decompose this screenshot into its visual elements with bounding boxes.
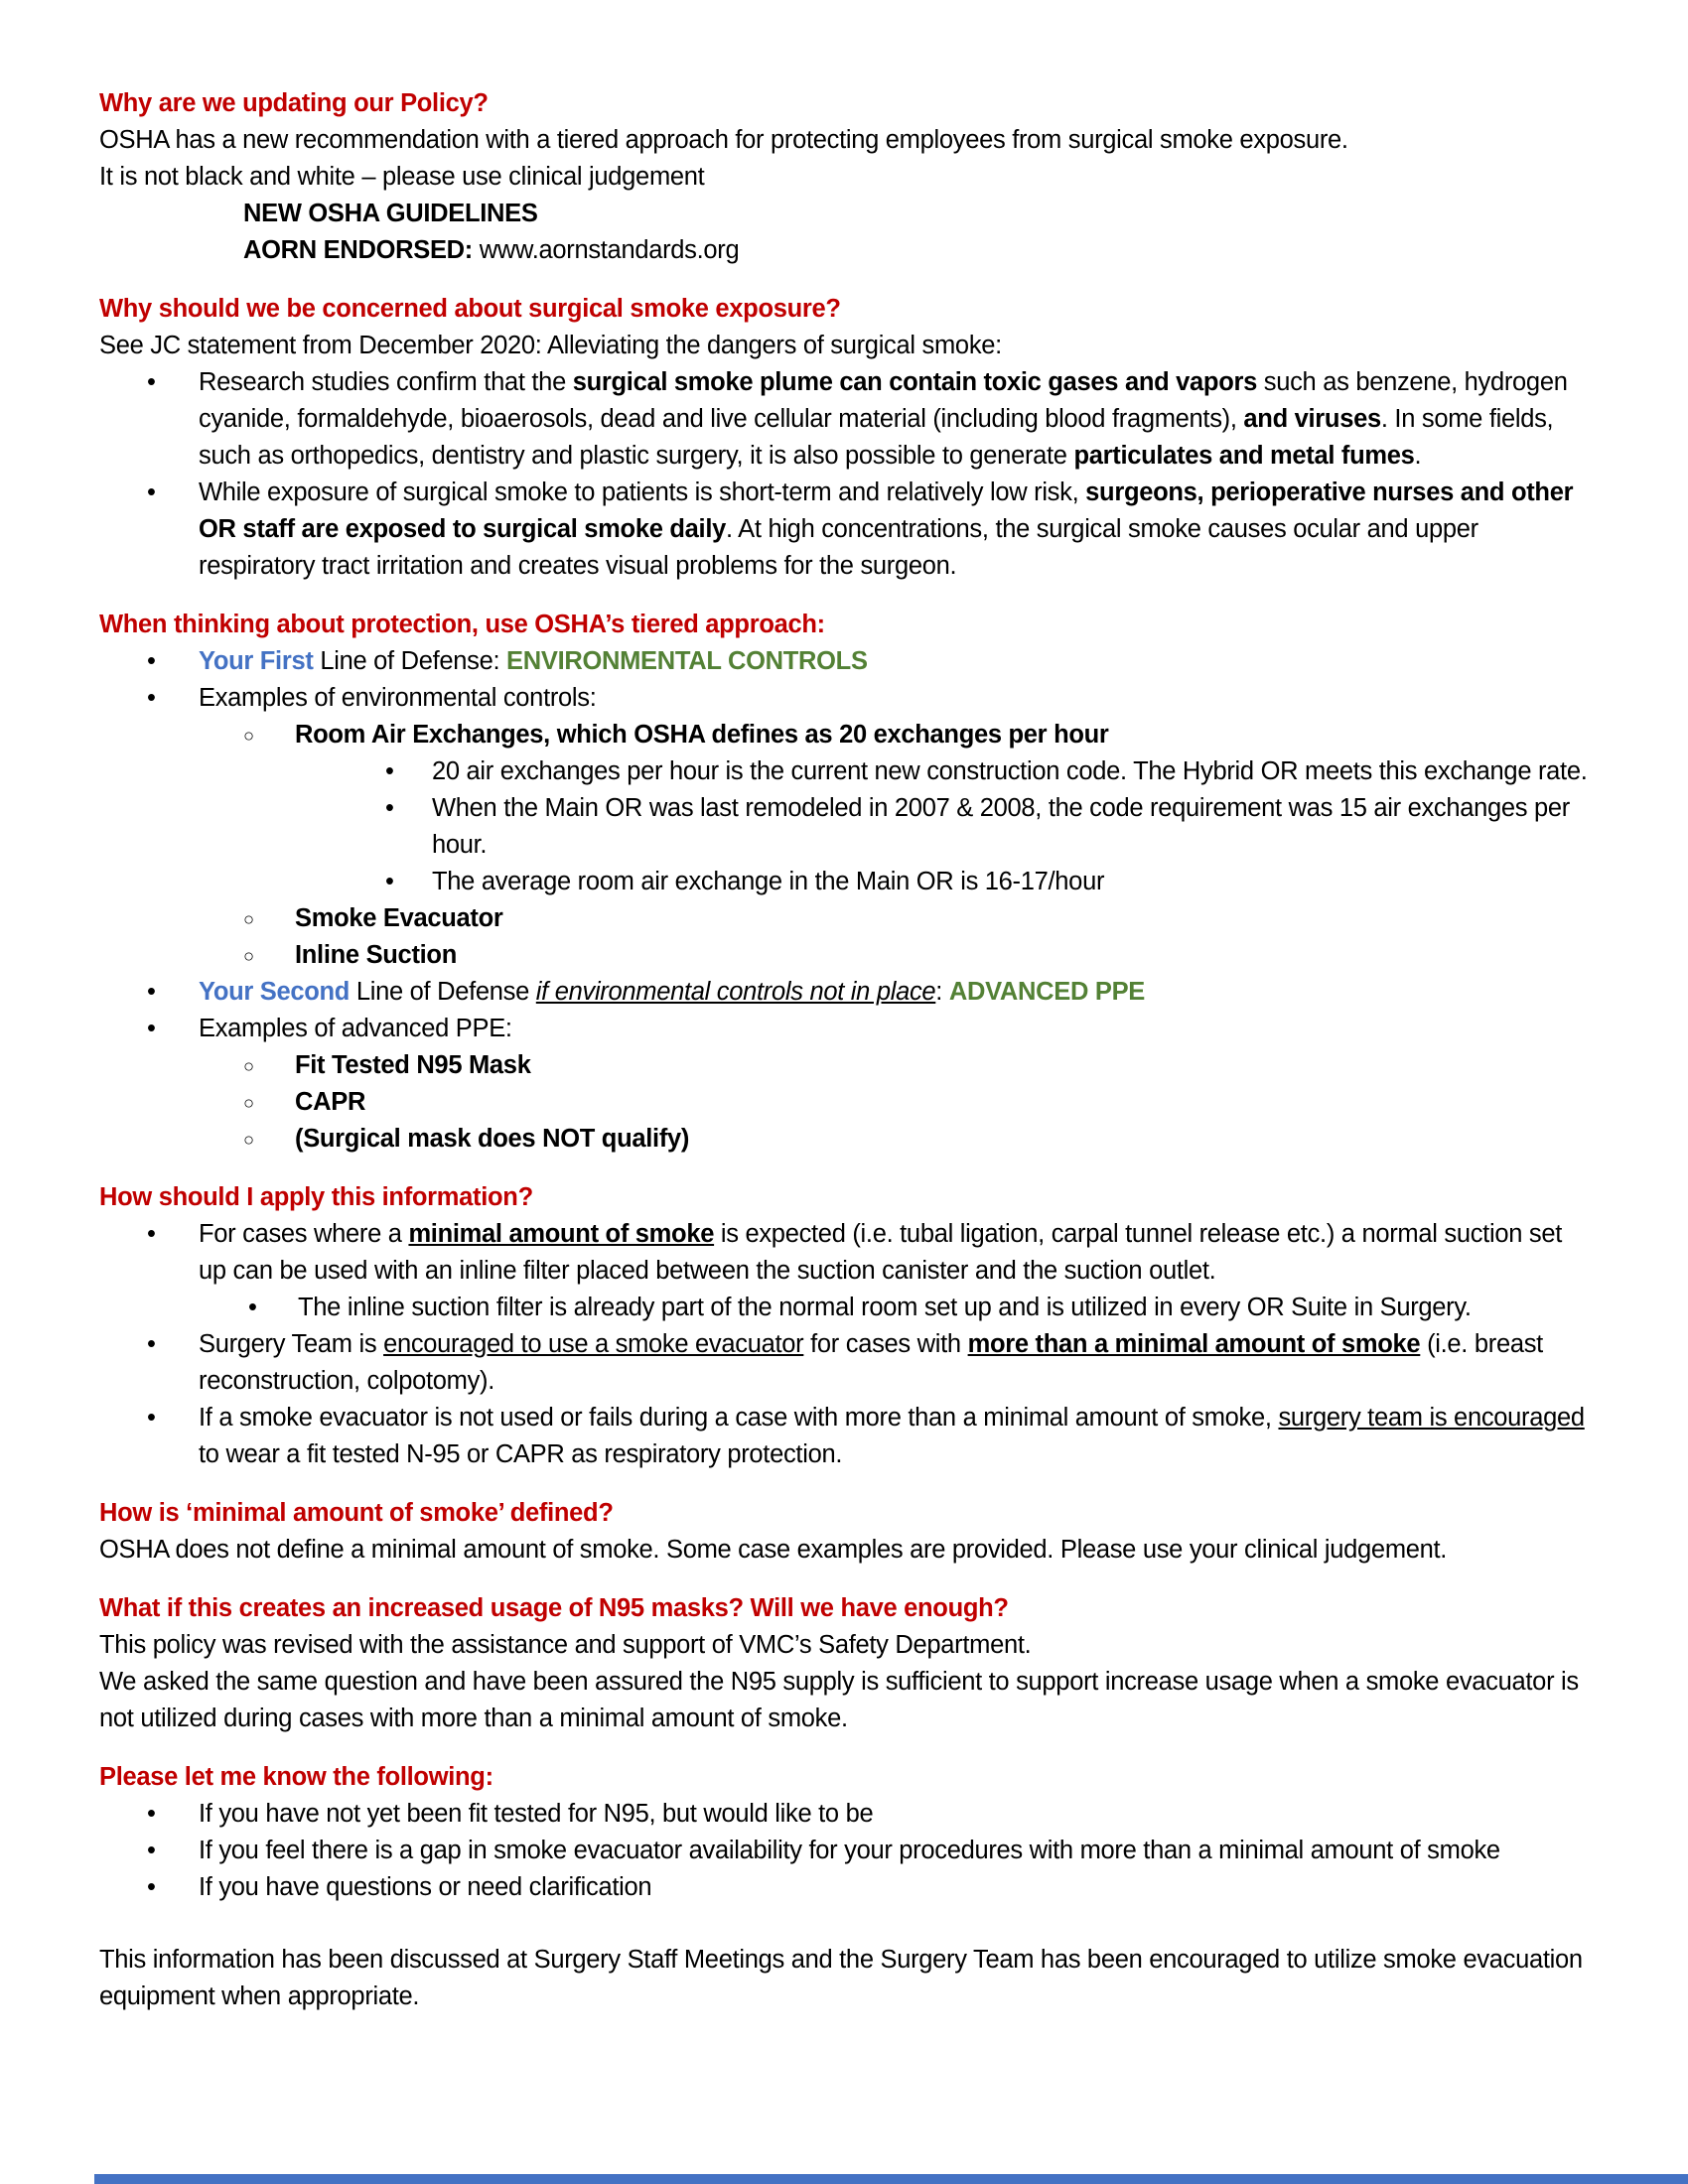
bullet-item <box>99 1400 1589 1473</box>
section-heading: What if this creates an increased usage of N95 masks? Will we have enough? <box>99 1594 1009 1622</box>
text-run: If you have questions or need clarification <box>199 1873 652 1901</box>
bullet-text <box>295 717 1589 753</box>
section-heading: When thinking about protection, use OSHA’s tiered approach: <box>99 611 825 638</box>
paragraph-text <box>99 126 1348 154</box>
bullet-icon: ○ <box>243 1092 254 1113</box>
paragraph <box>99 328 1589 364</box>
bullet-item <box>99 680 1589 717</box>
paragraph-text <box>99 1536 1447 1564</box>
text-run: www.aornstandards.org <box>479 236 740 264</box>
text-run: It is not black and white – please use clinical judgement <box>99 163 705 191</box>
text-run: If a smoke evacuator is not used or fails during a case with more than a minimal amount of smoke, <box>199 1404 1279 1432</box>
bullet-icon: ○ <box>243 1129 254 1150</box>
bullet-text <box>199 680 1589 717</box>
text-run: Line of Defense <box>350 978 536 1006</box>
bullet-item <box>99 1216 1589 1290</box>
text-run: : <box>935 978 949 1006</box>
bullet-icon: • <box>147 1330 156 1358</box>
text-run: Examples of advanced PPE: <box>199 1015 512 1042</box>
bullet-item <box>99 717 1589 753</box>
bullet-icon: ○ <box>243 725 254 746</box>
paragraph <box>99 1942 1589 2015</box>
text-run: encouraged to use a smoke evacuator <box>383 1330 804 1358</box>
bullet-item <box>99 364 1589 475</box>
bullet-item <box>99 790 1589 864</box>
paragraph-text <box>99 1631 1031 1659</box>
text-run: This information has been discussed at Surgery Staff Meetings and the Surgery Team has been encouraged to utilize smoke evacuation equipment when appropriate. <box>99 1946 1583 2010</box>
bullet-text <box>199 1326 1589 1400</box>
bullet-item <box>99 937 1589 974</box>
bullet-item <box>99 643 1589 680</box>
section <box>99 607 1589 1158</box>
text-run: Inline Suction <box>295 941 457 969</box>
bullet-text <box>199 1216 1589 1290</box>
bullet-item <box>99 1869 1589 1906</box>
paragraph-text <box>99 1946 1583 2010</box>
bullet-text <box>199 974 1589 1011</box>
section-heading: How is ‘minimal amount of smoke’ defined? <box>99 1499 614 1527</box>
section <box>99 85 1589 269</box>
bullet-icon: • <box>147 368 156 396</box>
text-run: When the Main OR was last remodeled in 2007 & 2008, the code requirement was 15 air exchanges per hour. <box>432 794 1570 859</box>
text-run: While exposure of surgical smoke to patients is short-term and relatively low risk, <box>199 478 1086 506</box>
text-run: surgeons, perioperative nurses and other OR staff are exposed to surgical smoke daily <box>199 478 1574 543</box>
bullet-text <box>199 1011 1589 1047</box>
text-run: AORN ENDORSED: <box>243 236 480 264</box>
bottom-blue-bar <box>94 2174 1688 2184</box>
bullet-icon: • <box>147 647 156 675</box>
bullet-icon: • <box>385 794 394 822</box>
bullet-icon: ○ <box>243 945 254 966</box>
text-run: . In some fields, such as orthopedics, dentistry and plastic surgery, it is also possible to generate <box>199 405 1554 470</box>
bullet-text <box>199 1796 1589 1833</box>
section-heading: Why are we updating our Policy? <box>99 89 489 117</box>
bullet-icon: ○ <box>243 908 254 929</box>
text-run: OSHA has a new recommendation with a tiered approach for protecting employees from surgical smoke exposure. <box>99 126 1348 154</box>
bullet-item <box>99 974 1589 1011</box>
section <box>99 1590 1589 1737</box>
bullet-text <box>199 643 1589 680</box>
paragraph <box>99 1664 1589 1737</box>
bullet-icon: • <box>147 1837 156 1864</box>
text-run: (i.e. breast reconstruction, colpotomy). <box>199 1330 1543 1395</box>
bullet-icon: • <box>248 1294 257 1321</box>
bullet-item <box>99 1121 1589 1158</box>
bullet-item <box>99 1047 1589 1084</box>
paragraph-text <box>243 200 538 227</box>
text-run: is expected (i.e. tubal ligation, carpal tunnel release etc.) a normal suction set up can be used with an inline filter placed between the suction canister and the suction outlet. <box>199 1220 1562 1285</box>
bullet-icon: • <box>147 1800 156 1828</box>
text-run: surgical smoke plume can contain toxic gases and vapors <box>572 368 1257 396</box>
bullet-text <box>295 937 1589 974</box>
bullet-text <box>298 1290 1589 1326</box>
section-heading: How should I apply this information? <box>99 1183 533 1211</box>
bullet-text <box>199 1833 1589 1869</box>
section <box>99 1179 1589 1473</box>
bullet-text <box>199 364 1589 475</box>
text-run: Smoke Evacuator <box>295 904 503 932</box>
paragraph <box>99 196 1589 232</box>
bullet-text <box>295 1047 1589 1084</box>
text-run: ADVANCED PPE <box>948 978 1146 1006</box>
bullet-text <box>432 790 1589 864</box>
text-run: (Surgical mask does NOT qualify) <box>295 1125 690 1153</box>
section <box>99 1495 1589 1569</box>
text-run: OSHA does not define a minimal amount of smoke. Some case examples are provided. Please use your clinical judgement. <box>99 1536 1448 1564</box>
bullet-text <box>295 1121 1589 1158</box>
text-run: This policy was revised with the assistance and support of VMC’s Safety Department. <box>99 1631 1032 1659</box>
bullet-item <box>99 1796 1589 1833</box>
text-run: The inline suction filter is already part of the normal room set up and is utilized in every OR Suite in Surgery. <box>298 1294 1472 1321</box>
paragraph <box>99 232 1589 269</box>
bullet-text <box>432 864 1589 900</box>
text-run: and viruses <box>1243 405 1381 433</box>
bullet-item <box>99 1290 1589 1326</box>
bullet-icon: ○ <box>243 1055 254 1076</box>
section-heading: Please let me know the following: <box>99 1763 493 1791</box>
bullet-icon: • <box>147 1404 156 1432</box>
paragraph <box>99 1627 1589 1664</box>
text-run: Surgery Team is <box>199 1330 384 1358</box>
text-run: For cases where a <box>199 1220 409 1248</box>
bullet-item <box>99 1084 1589 1121</box>
paragraph-text <box>99 1668 1579 1732</box>
paragraph <box>99 159 1589 196</box>
text-run: more than a minimal amount of smoke <box>967 1330 1421 1358</box>
bullet-text <box>199 1400 1589 1473</box>
text-run: . At high concentrations, the surgical smoke causes ocular and upper respiratory tract irritation and creates visual problems for the surgeon. <box>199 515 1478 580</box>
text-run: Line of Defense: <box>313 647 507 675</box>
text-run: Your Second <box>199 978 351 1006</box>
bullet-icon: • <box>385 868 394 895</box>
text-run: Examples of environmental controls: <box>199 684 597 712</box>
section <box>99 1942 1589 2015</box>
bullet-text <box>295 1084 1589 1121</box>
bullet-icon: • <box>147 1220 156 1248</box>
bullet-item <box>99 864 1589 900</box>
bullet-text <box>295 900 1589 937</box>
bullet-text <box>199 475 1589 585</box>
paragraph <box>99 1532 1589 1569</box>
text-run: We asked the same question and have been assured the N95 supply is sufficient to support increase usage when a smoke evacuator is not utilized during cases with more than a minimal amount of smoke. <box>99 1668 1579 1732</box>
document-body <box>99 85 1589 2015</box>
bullet-item <box>99 753 1589 790</box>
text-run: minimal amount of smoke <box>408 1220 715 1248</box>
text-run: if environmental controls not in place <box>535 978 936 1006</box>
bullet-icon: • <box>147 978 156 1006</box>
text-run: CAPR <box>295 1088 366 1116</box>
section <box>99 1759 1589 1906</box>
text-run: particulates and metal fumes <box>1073 442 1415 470</box>
bullet-text <box>199 1869 1589 1906</box>
text-run: such as benzene, hydrogen cyanide, formaldehyde, bioaerosols, dead and live cellular material (including blood fragments), <box>199 368 1568 433</box>
bullet-icon: • <box>147 684 156 712</box>
text-run: surgery team is encouraged <box>1278 1404 1585 1432</box>
section <box>99 291 1589 585</box>
text-run: Fit Tested N95 Mask <box>295 1051 531 1079</box>
section-heading: Why should we be concerned about surgical smoke exposure? <box>99 295 841 323</box>
bullet-icon: • <box>147 478 156 506</box>
bullet-icon: • <box>385 757 394 785</box>
paragraph-text <box>99 332 1002 359</box>
text-run: The average room air exchange in the Main OR is 16-17/hour <box>432 868 1105 895</box>
text-run: Room Air Exchanges, which OSHA defines as 20 exchanges per hour <box>295 721 1109 749</box>
paragraph-text <box>243 236 739 264</box>
bullet-item <box>99 475 1589 585</box>
text-run: for cases with <box>803 1330 968 1358</box>
bullet-item <box>99 1011 1589 1047</box>
bullet-icon: • <box>147 1015 156 1042</box>
text-run: ENVIRONMENTAL CONTROLS <box>506 647 868 675</box>
text-run: If you feel there is a gap in smoke evacuator availability for your procedures with more than a minimal amount of smoke <box>199 1837 1500 1864</box>
bullet-icon: • <box>147 1873 156 1901</box>
text-run: See JC statement from December 2020: Alleviating the dangers of surgical smoke: <box>99 332 1002 359</box>
bullet-item <box>99 900 1589 937</box>
text-run: If you have not yet been fit tested for N95, but would like to be <box>199 1800 874 1828</box>
text-run: to wear a fit tested N-95 or CAPR as respiratory protection. <box>199 1440 843 1468</box>
bullet-item <box>99 1833 1589 1869</box>
text-run: Your First <box>199 647 314 675</box>
text-run: . <box>1414 442 1422 470</box>
paragraph <box>99 122 1589 159</box>
paragraph-text <box>99 163 704 191</box>
text-run: 20 air exchanges per hour is the current new construction code. The Hybrid OR meets this exchange rate. <box>432 757 1588 785</box>
bullet-text <box>432 753 1589 790</box>
text-run: Research studies confirm that the <box>199 368 573 396</box>
bullet-item <box>99 1326 1589 1400</box>
text-run: NEW OSHA GUIDELINES <box>243 200 538 227</box>
